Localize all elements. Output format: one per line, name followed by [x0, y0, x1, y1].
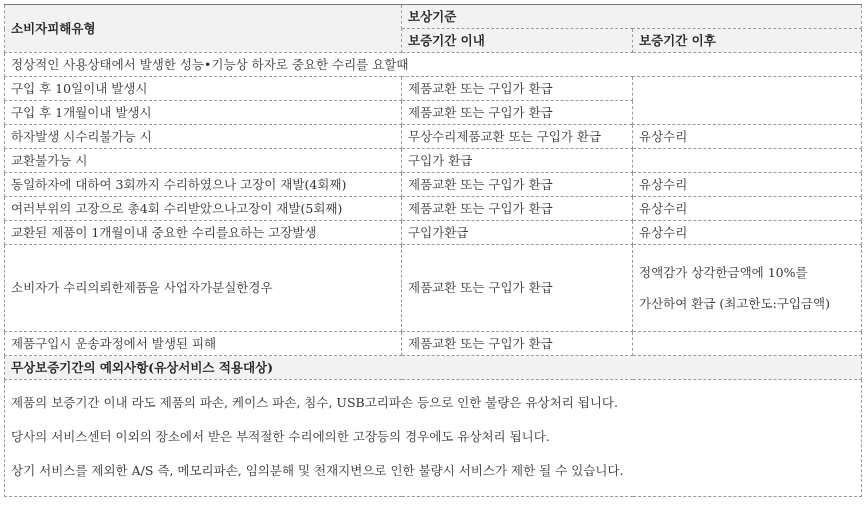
row-type: 교환불가능 시: [5, 149, 402, 173]
row-within: 제품교환 또는 구입가 환급: [402, 332, 633, 356]
row-after: [633, 149, 862, 173]
table-row: [5, 197, 862, 221]
row-type: 여러부위의 고장으로 총4회 수리받았으나고장이 재발(5회째): [5, 197, 402, 221]
row-after: 유상수리: [633, 197, 862, 221]
table-row: [5, 77, 862, 101]
exception-line: 상기 서비스를 제외한 A/S 즉, 메모리파손, 임의분해 및 천재지변으로 인한 불량시 서비스가 제한 될 수 있습니다.: [11, 463, 624, 478]
table-row: [5, 221, 862, 245]
row-type: 구입 후 10일이내 발생시: [5, 77, 402, 101]
row-within: 제품교환 또는 구입가 환급: [402, 101, 633, 125]
header-compensation-standard: 보상기준: [402, 5, 862, 29]
row-type: 교환된 제품이 1개월이내 중요한 수리를요하는 고장발생: [5, 221, 402, 245]
row-after-line1: 정액감가 상각한금액에 10%를: [639, 264, 808, 280]
warranty-table: [4, 4, 862, 497]
row-type: 소비자가 수리의뢰한제품을 사업자가분실한경우: [5, 245, 402, 332]
row-type: 구입 후 1개월이내 발생시: [5, 101, 402, 125]
row-within: 구입가환급: [402, 221, 633, 245]
exceptions-notes: [5, 380, 862, 497]
exception-line: 당사의 서비스센터 이외의 장소에서 받은 부적절한 수리에의한 고장등의 경우에도 유상처리 됩니다.: [11, 429, 550, 444]
row-within: 제품교환 또는 구입가 환급: [402, 245, 633, 332]
table-row: [5, 173, 862, 197]
row-within: 제품교환 또는 구입가 환급: [402, 173, 633, 197]
section-note: 정상적인 사용상태에서 발생한 성능•기능상 하자로 중요한 수리를 요할때: [5, 53, 862, 77]
table-row: [5, 125, 862, 149]
row-after: 유상수리: [633, 173, 862, 197]
header-consumer-damage-type: 소비자피해유형: [5, 5, 402, 53]
exceptions-title: 무상보증기간의 예외사항(유상서비스 적용대상): [5, 356, 862, 380]
row-within: 제품교환 또는 구입가 환급: [402, 77, 633, 101]
row-after: [633, 332, 862, 356]
row-after: 유상수리: [633, 221, 862, 245]
row-type: 하자발생 시수리불가능 시: [5, 125, 402, 149]
row-type: 동일하자에 대하여 3회까지 수리하였으나 고장이 재발(4회째): [5, 173, 402, 197]
row-after: [633, 77, 862, 125]
row-within: 구입가 환급: [402, 149, 633, 173]
header-after-warranty: 보증기간 이후: [633, 29, 862, 53]
row-after-line2: 가산하여 환급 (최고한도:구입금액): [639, 295, 830, 311]
row-after-multiline: [633, 245, 862, 332]
table-row: [5, 149, 862, 173]
table-row: [5, 332, 862, 356]
exception-line: 제품의 보증기간 이내 라도 제품의 파손, 케이스 파손, 침수, USB고리파손 등으로 인한 불량은 유상처리 됩니다.: [11, 395, 618, 410]
row-after: 유상수리: [633, 125, 862, 149]
row-within: 무상수리제품교환 또는 구입가 환급: [402, 125, 633, 149]
header-within-warranty: 보증기간 이내: [402, 29, 633, 53]
warranty-table-container: [4, 4, 861, 497]
table-row: [5, 245, 862, 332]
row-type: 제품구입시 운송과정에서 발생된 피해: [5, 332, 402, 356]
row-within: 제품교환 또는 구입가 환급: [402, 197, 633, 221]
